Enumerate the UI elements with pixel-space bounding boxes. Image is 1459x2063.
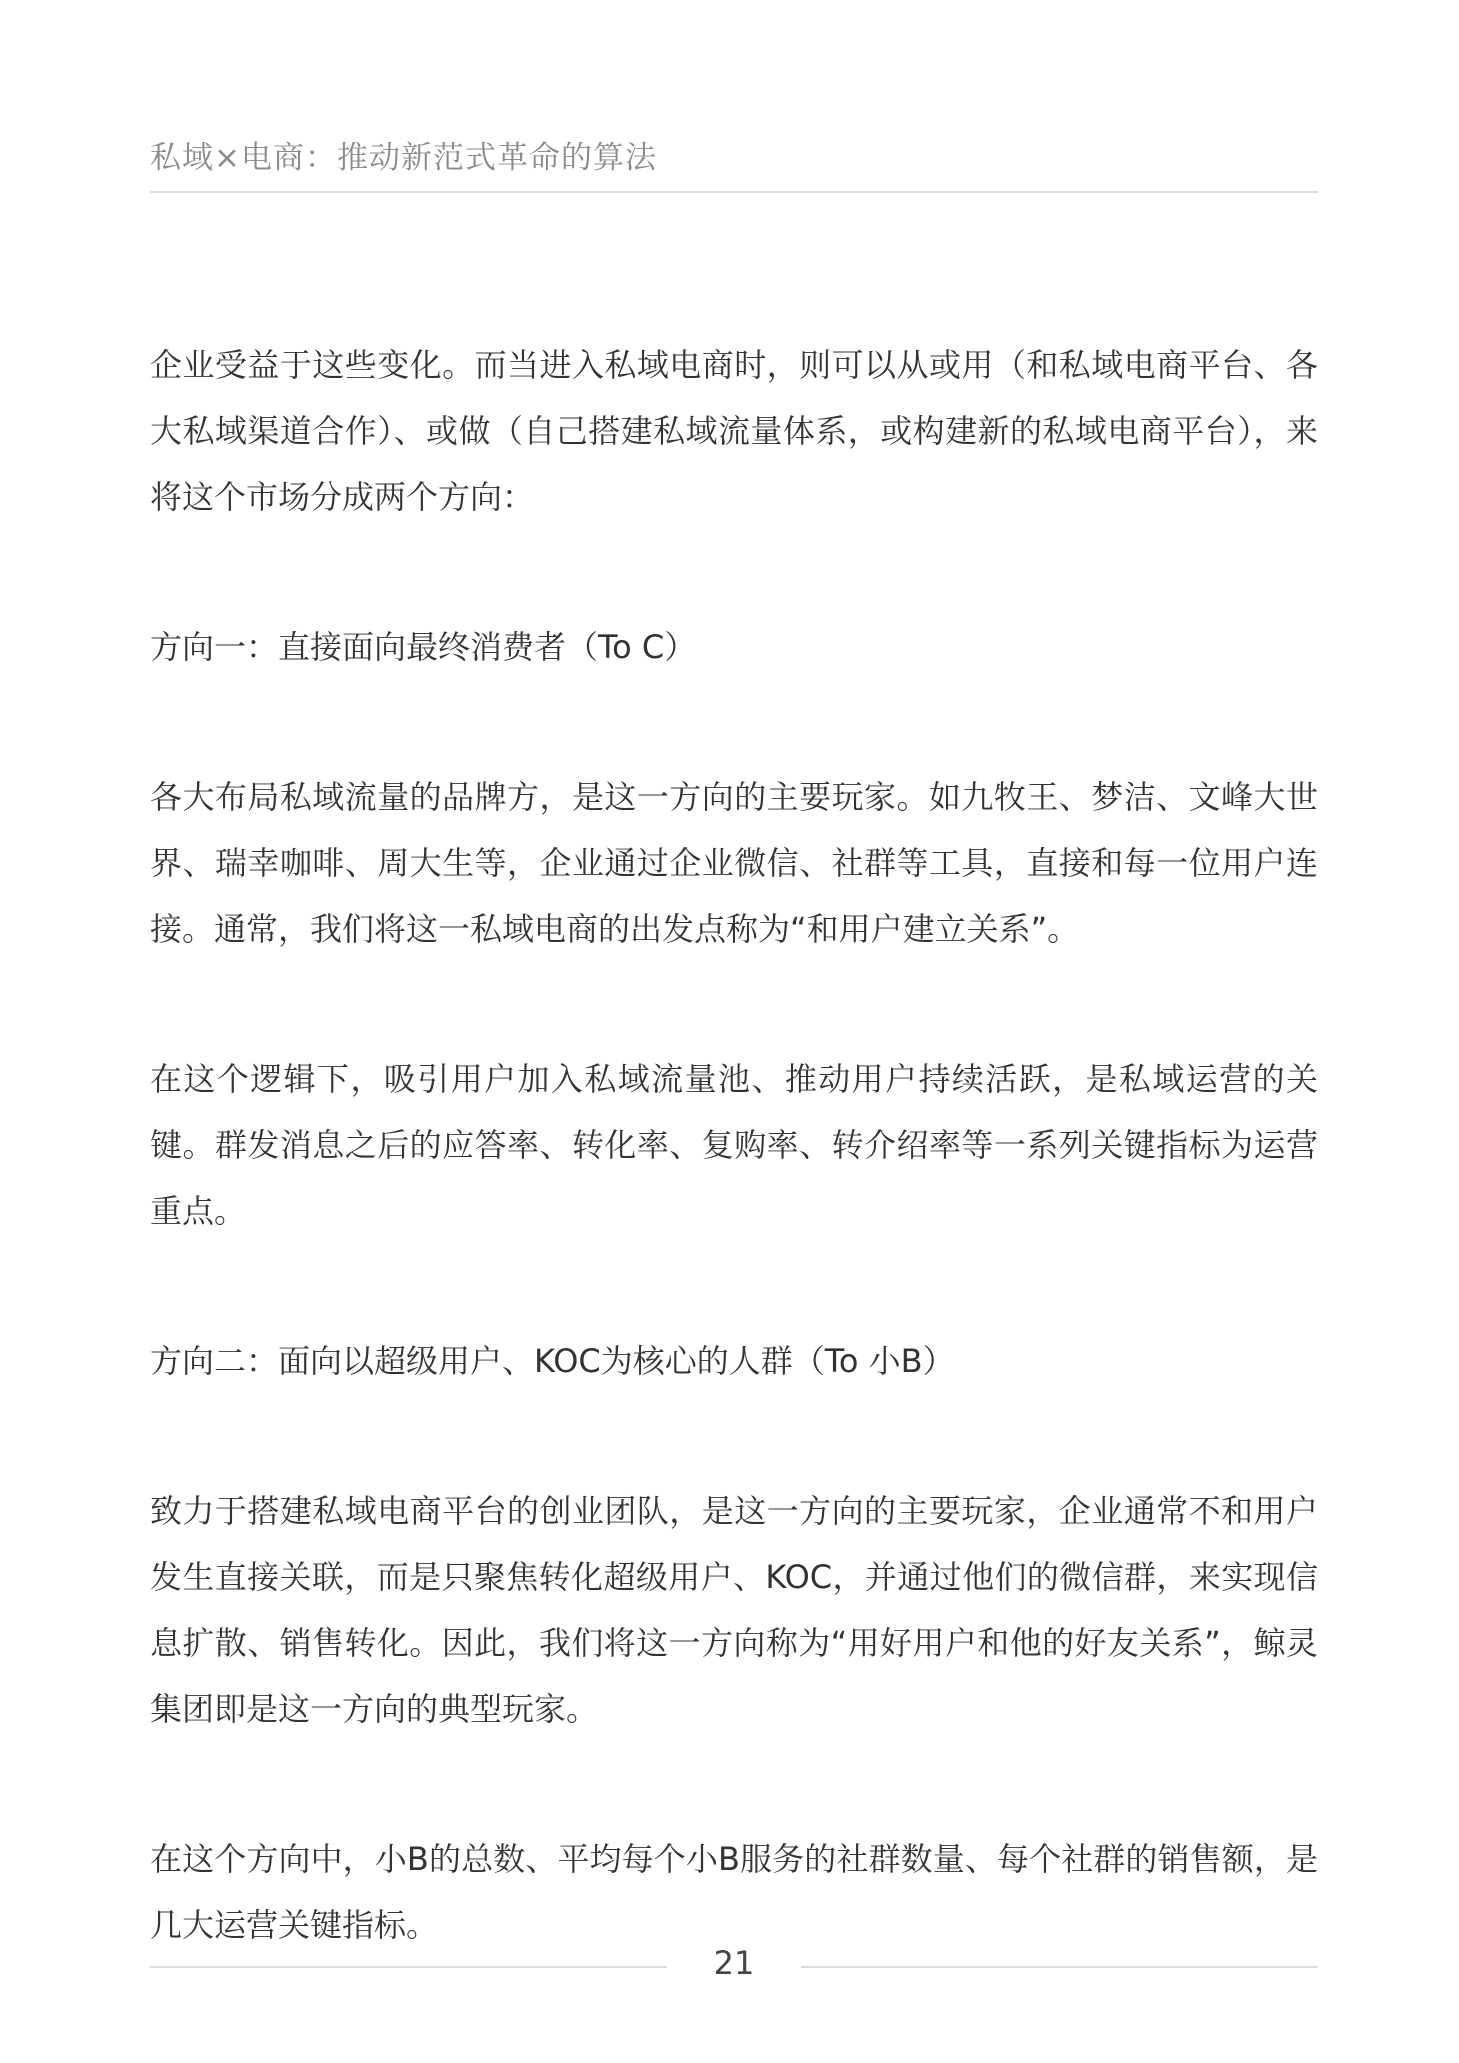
paragraph-direction-two-players: 致力于搭建私域电商平台的创业团队，是这一方向的主要玩家，企业通常不和用户发生直接关联，而是只聚焦转化超级用户、KOC，并通过他们的微信群，来实现信息扩散、销售转化。因此，我们将这一方向称为“用好用户和他的好友关系”，鲸灵集团即是这一方向的典型玩家。 bbox=[150, 1492, 1318, 1728]
header-divider bbox=[150, 191, 1318, 193]
body-text bbox=[150, 332, 1318, 1958]
page-number: 21 bbox=[713, 1944, 755, 1982]
paragraph-direction-two-metrics: 在这个方向中，小B的总数、平均每个小B服务的社群数量、每个社群的销售额，是几大运营关键指标。 bbox=[150, 1840, 1318, 1944]
paragraph-intro: 企业受益于这些变化。而当进入私域电商时，则可以从或用（和私域电商平台、各大私域渠道合作）、或做（自己搭建私域流量体系，或构建新的私域电商平台），来将这个市场分成两个方向： bbox=[150, 346, 1318, 516]
footer-divider-right bbox=[801, 1966, 1318, 1968]
paragraph-direction-one-metrics: 在这个逻辑下，吸引用户加入私域流量池、推动用户持续活跃，是私域运营的关键。群发消息之后的应答率、转化率、复购率、转介绍率等一系列关键指标为运营重点。 bbox=[150, 1060, 1318, 1230]
heading-direction-two: 方向二：面向以超级用户、KOC为核心的人群（To 小B） bbox=[150, 1342, 955, 1380]
page-footer bbox=[150, 1942, 1318, 1992]
running-header-title: 私域×电商：推动新范式革命的算法 bbox=[150, 140, 657, 176]
paragraph-direction-one-players: 各大布局私域流量的品牌方，是这一方向的主要玩家。如九牧王、梦洁、文峰大世界、瑞幸咖啡、周大生等，企业通过企业微信、社群等工具，直接和每一位用户连接。通常，我们将这一私域电商的出发点称为“和用户建立关系”。 bbox=[150, 778, 1318, 948]
footer-divider-left bbox=[150, 1966, 667, 1968]
heading-direction-one: 方向一：直接面向最终消费者（To C） bbox=[150, 628, 697, 666]
